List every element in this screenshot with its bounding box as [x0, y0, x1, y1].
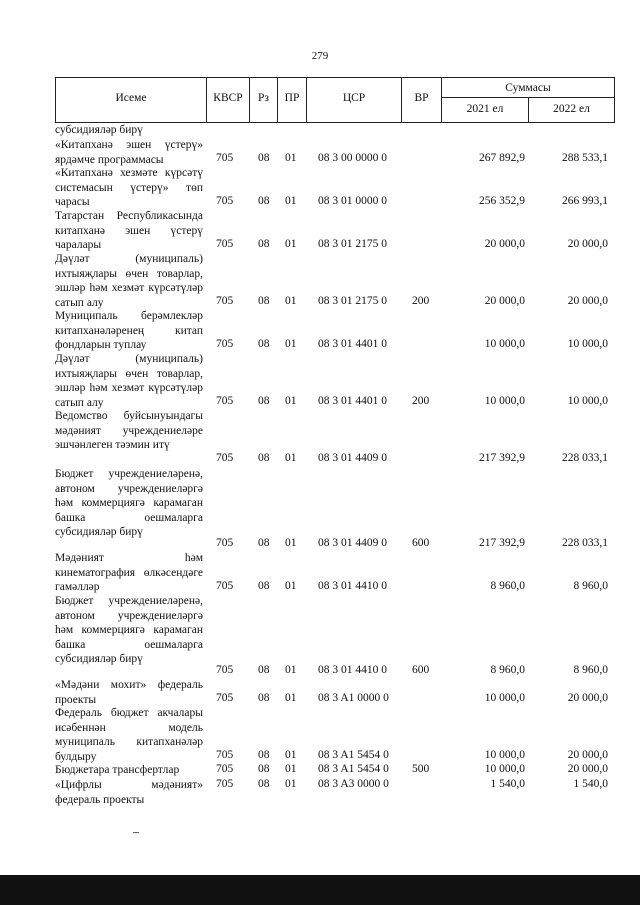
row-kvsr: 705	[216, 452, 234, 464]
row-name: «Китапханә эшен үстерү» ярдәмче программасы	[55, 139, 203, 166]
scan-mark	[133, 832, 139, 833]
row-kvsr: 705	[216, 338, 234, 350]
row-amount-2022: 20 000,0	[567, 238, 608, 250]
header-name: Исеме	[115, 92, 147, 104]
header-year-2022: 2022 ел	[553, 103, 590, 115]
row-amount-2021: 10 000,0	[484, 763, 525, 775]
row-rz: 08	[258, 395, 270, 407]
row-amount-2022: 10 000,0	[567, 395, 608, 407]
row-amount-2021: 20 000,0	[484, 238, 525, 250]
row-name: Муниципаль берәмлекләр китапханәләренең китап фондларын туплау	[55, 310, 203, 352]
row-name: «Китапханә хезмәте күрсәтү системасын үстерү» төп чарасы	[55, 167, 203, 209]
row-amount-2021: 10 000,0	[484, 338, 525, 350]
row-csr: 08 3 01 4410 0	[318, 580, 387, 592]
header-rz: Рз	[258, 92, 269, 104]
row-kvsr: 705	[216, 580, 234, 592]
row-name: Татарстан Республикасында китапханә эшен үстерү чаралары	[55, 210, 203, 252]
row-rz: 08	[258, 749, 270, 761]
row-rz: 08	[258, 195, 270, 207]
row-csr: 08 3 01 2175 0	[318, 238, 387, 250]
row-rz: 08	[258, 763, 270, 775]
row-amount-2022: 288 533,1	[562, 152, 608, 164]
row-pr: 01	[285, 238, 297, 250]
row-csr: 08 3 01 0000 0	[318, 195, 387, 207]
row-amount-2022: 10 000,0	[567, 338, 608, 350]
row-name: Бюджет учреждениеләренә, автоном учреждениеләргә һәм коммерциягә карамаган башка оешмаларга субсидияләр бирү	[55, 468, 203, 539]
row-kvsr: 705	[216, 395, 234, 407]
row-vr: 200	[412, 395, 430, 407]
row-amount-2021: 1 540,0	[490, 778, 525, 790]
row-rz: 08	[258, 537, 270, 549]
row-csr: 08 3 A1 5454 0	[318, 749, 389, 761]
row-csr: 08 3 01 4409 0	[318, 452, 387, 464]
row-name: Федераль бюджет акчалары исәбеннән модель муниципаль китапханәләр булдыру	[55, 707, 203, 763]
page-number: 279	[311, 50, 329, 62]
row-name: «Цифрлы мәдәният» федераль проекты	[55, 779, 203, 806]
row-vr: 200	[412, 295, 430, 307]
row-amount-2022: 266 993,1	[562, 195, 608, 207]
row-amount-2021: 8 960,0	[490, 580, 525, 592]
row-amount-2021: 217 392,9	[479, 452, 525, 464]
row-name: Ведомство буйсынуындагы мәдәният учреждениеләре эшчәнлеген тәэмин итү	[55, 410, 203, 452]
row-amount-2021: 267 892,9	[479, 152, 525, 164]
row-amount-2022: 20 000,0	[567, 749, 608, 761]
row-csr: 08 3 01 4401 0	[318, 338, 387, 350]
header-vr: ВР	[414, 92, 429, 104]
row-rz: 08	[258, 295, 270, 307]
row-rz: 08	[258, 452, 270, 464]
row-kvsr: 705	[216, 763, 234, 775]
header-year-2021: 2021 ел	[466, 103, 504, 115]
row-pr: 01	[285, 395, 297, 407]
row-amount-2022: 8 960,0	[573, 664, 608, 676]
row-amount-2021: 8 960,0	[490, 664, 525, 676]
row-pr: 01	[285, 195, 297, 207]
row-amount-2022: 228 033,1	[562, 452, 608, 464]
row-csr: 08 3 01 4409 0	[318, 537, 387, 549]
row-rz: 08	[258, 338, 270, 350]
row-kvsr: 705	[216, 692, 234, 704]
row-name: Бюджет учреждениеләренә, автоном учреждениеләргә һәм коммерциягә карамаган башка оешмаларга субсидияләр бирү	[55, 595, 203, 666]
scan-bottom-edge	[0, 875, 640, 905]
row-rz: 08	[258, 692, 270, 704]
header-top-border	[55, 77, 615, 78]
row-pr: 01	[285, 664, 297, 676]
row-pr: 01	[285, 692, 297, 704]
row-kvsr: 705	[216, 195, 234, 207]
row-pr: 01	[285, 778, 297, 790]
row-csr: 08 3 00 0000 0	[318, 152, 387, 164]
row-amount-2022: 20 000,0	[567, 763, 608, 775]
row-rz: 08	[258, 152, 270, 164]
row-vr: 500	[412, 763, 430, 775]
row-vr: 600	[412, 537, 430, 549]
row-amount-2021: 20 000,0	[484, 295, 525, 307]
row-name: субсидияләр бирү	[55, 124, 143, 136]
row-amount-2022: 228 033,1	[562, 537, 608, 549]
row-rz: 08	[258, 580, 270, 592]
row-name: «Мәдәни мохит» федераль проекты	[55, 679, 203, 706]
header-kvsr: КВСР	[213, 92, 243, 104]
row-kvsr: 705	[216, 664, 234, 676]
row-amount-2022: 1 540,0	[573, 778, 608, 790]
row-kvsr: 705	[216, 238, 234, 250]
row-name: Мәдәният һәм кинематография өлкәсендәге гамәлләр	[55, 552, 203, 594]
row-amount-2022: 20 000,0	[567, 692, 608, 704]
row-csr: 08 3 01 2175 0	[318, 295, 387, 307]
row-amount-2021: 256 352,9	[479, 195, 525, 207]
row-name: Бюджетара трансфертлар	[55, 764, 180, 776]
row-vr: 600	[412, 664, 430, 676]
row-amount-2021: 10 000,0	[484, 692, 525, 704]
header-right-border	[614, 77, 615, 123]
row-csr: 08 3 A1 5454 0	[318, 763, 389, 775]
row-amount-2021: 10 000,0	[484, 749, 525, 761]
header-pr: ПР	[284, 92, 300, 104]
row-pr: 01	[285, 152, 297, 164]
row-rz: 08	[258, 238, 270, 250]
row-kvsr: 705	[216, 537, 234, 549]
row-pr: 01	[285, 763, 297, 775]
row-pr: 01	[285, 580, 297, 592]
row-amount-2021: 10 000,0	[484, 395, 525, 407]
row-amount-2021: 217 392,9	[479, 537, 525, 549]
row-rz: 08	[258, 778, 270, 790]
row-kvsr: 705	[216, 295, 234, 307]
row-kvsr: 705	[216, 749, 234, 761]
row-name: Дәүләт (муниципаль) ихтыяҗлары өчен товарлар, эшләр һәм хезмәт күрсәтүләр сатып алу	[55, 253, 203, 309]
row-pr: 01	[285, 295, 297, 307]
row-csr: 08 3 01 4410 0	[318, 664, 387, 676]
row-kvsr: 705	[216, 152, 234, 164]
header-csr: ЦСР	[342, 92, 366, 104]
row-pr: 01	[285, 749, 297, 761]
row-csr: 08 3 A1 0000 0	[318, 692, 389, 704]
row-csr: 08 3 01 4401 0	[318, 395, 387, 407]
header-sums: Суммасы	[505, 82, 551, 94]
row-pr: 01	[285, 452, 297, 464]
row-amount-2022: 20 000,0	[567, 295, 608, 307]
row-pr: 01	[285, 537, 297, 549]
row-pr: 01	[285, 338, 297, 350]
row-kvsr: 705	[216, 778, 234, 790]
row-rz: 08	[258, 664, 270, 676]
row-amount-2022: 8 960,0	[573, 580, 608, 592]
row-name: Дәүләт (муниципаль) ихтыяҗлары өчен товарлар, эшләр һәм хезмәт күрсәтүләр сатып алу	[55, 353, 203, 409]
row-csr: 08 3 A3 0000 0	[318, 778, 389, 790]
